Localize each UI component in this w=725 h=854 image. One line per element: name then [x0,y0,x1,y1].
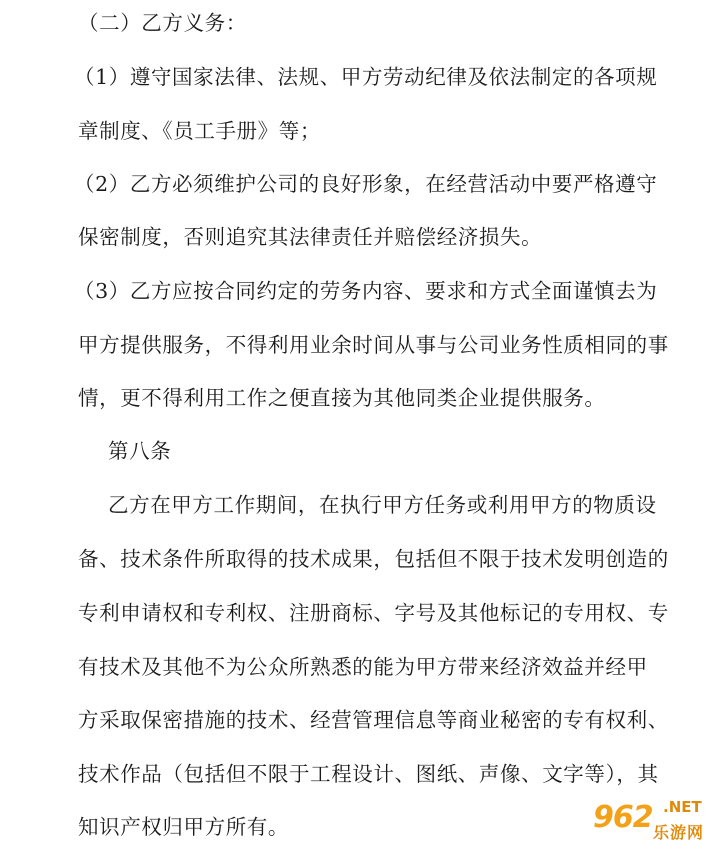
article-eight-line-2: 备、技术条件所取得的技术成果，包括但不限于技术发明创造的 [78,547,669,571]
clause-1-line-2: 章制度、《员工手册》等； [78,119,321,143]
clause-3-line-3: 情，更不得利用工作之便直接为其他同类企业提供服务。 [78,386,606,410]
watermark-number: 962 [593,800,653,835]
clause-3-line-1: （3）乙方应按合同约定的劳务内容、要求和方式全面谨慎去为 [74,279,658,303]
article-eight-line-7: 知识产权归甲方所有。 [78,815,289,839]
article-eight-line-1: 乙方在甲方工作期间，在执行甲方任务或利用甲方的物质设 [108,493,657,517]
watermark-site-name: 乐游网 [653,823,705,842]
site-watermark-logo [593,796,719,850]
article-eight-line-5: 方采取保密措施的技术、经营管理信息等商业秘密的专有权利、 [78,708,669,732]
clause-2-line-2: 保密制度，否则追究其法律责任并赔偿经济损失。 [78,225,543,249]
article-eight-heading: 第八条 [108,439,172,463]
article-eight-line-3: 专利申请权和专利权、注册商标、字号及其他标记的专用权、专 [78,601,669,625]
article-eight-line-6: 技术作品（包括但不限于工程设计、图纸、声像、文字等），其 [78,762,659,786]
clause-3-line-2: 甲方提供服务，不得利用业余时间从事与公司业务性质相同的事 [78,333,669,357]
article-eight-line-4: 有技术及其他不为公众所熟悉的能为甲方带来经济效益并经甲 [78,655,648,679]
clause-1-line-1: （1）遵守国家法律、法规、甲方劳动纪律及依法制定的各项规 [74,65,658,89]
clause-2-line-1: （2）乙方必须维护公司的良好形象，在经营活动中要严格遵守 [74,172,658,196]
watermark-domain: .NET [663,798,702,816]
section-heading: （二）乙方义务： [78,11,247,35]
